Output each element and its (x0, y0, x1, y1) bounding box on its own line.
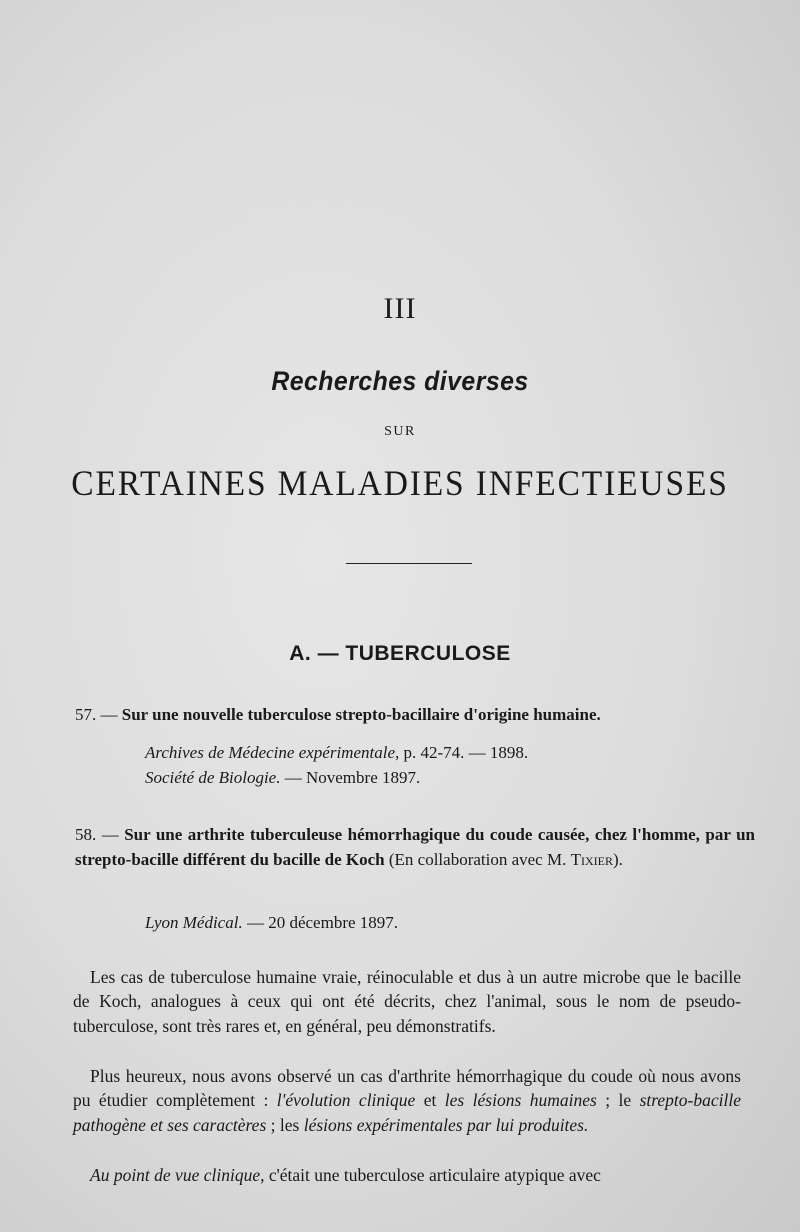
body-paragraph (73, 1064, 741, 1137)
part-title: CERTAINES MALADIES INFECTIEUSES (71, 463, 729, 503)
emphasis-text: strepto-bacille pathogène et ses caractères (73, 1090, 741, 1135)
part-number: III (383, 292, 417, 325)
collaborator-name: Tixier (570, 850, 613, 869)
paragraph-text: c'était une tuberculose articulaire atypique avec (264, 1165, 601, 1185)
section-title: A. — TUBERCULOSE (289, 642, 511, 665)
emphasis-text: l'évolution clinique (276, 1090, 416, 1111)
reference-details: — Novembre 1897. (280, 768, 421, 787)
reference-journal: Lyon Médical. (145, 913, 243, 932)
paragraph-text: et (415, 1090, 445, 1111)
entry-collaboration-end: ). (613, 850, 623, 869)
entry-collaboration: (En collaboration avec M. (384, 850, 571, 869)
paragraph-text: Plus heureux, nous avons observé un cas d'arthrite hémorrhagique du coude où nous avons pu étudier complètement : (73, 1066, 741, 1111)
entry-dash: — (96, 705, 122, 724)
reference-journal: Société de Biologie. (145, 768, 281, 787)
bibliography-entry (75, 705, 755, 725)
body-paragraph (73, 1163, 741, 1187)
entry-number: 57. (75, 705, 97, 724)
reference-details: — 20 décembre 1897. (242, 913, 399, 932)
connector-word: SUR (384, 424, 416, 439)
reference-details: p. 42-74. — 1898. (399, 743, 529, 762)
emphasis-text: les lésions humaines (444, 1090, 597, 1111)
entry-reference (145, 913, 398, 933)
body-paragraph: Les cas de tuberculose humaine vraie, réinoculable et dus à un autre microbe que le bacille de Koch, analogues à ceux qui ont été décrits, chez l'animal, sous le nom de pseudo-tuberculose, sont très rares et, en général, peu démonstratifs. (73, 967, 741, 1036)
paragraph-text: ; les (266, 1114, 304, 1135)
bibliography-entry (75, 822, 755, 872)
emphasis-text: lésions expérimentales par lui produites. (303, 1114, 589, 1135)
title-divider (346, 563, 472, 564)
paragraph-text: ; le (596, 1090, 640, 1111)
emphasis-text: Au point de vue clinique, (90, 1165, 265, 1185)
entry-reference (145, 768, 420, 788)
entry-number: 58. (75, 825, 97, 844)
entry-dash: — (96, 825, 125, 844)
entry-title: Sur une arthrite tuberculeuse hémorrhagique du coude causée, chez l'homme, par un strepto-bacille différent du bacille de Koch (75, 825, 755, 869)
entry-reference (145, 743, 528, 763)
part-subtitle: Recherches diverses (271, 366, 529, 396)
entry-title: Sur une nouvelle tuberculose strepto-bacillaire d'origine humaine. (121, 705, 601, 724)
reference-journal: Archives de Médecine expérimentale, (145, 743, 400, 762)
